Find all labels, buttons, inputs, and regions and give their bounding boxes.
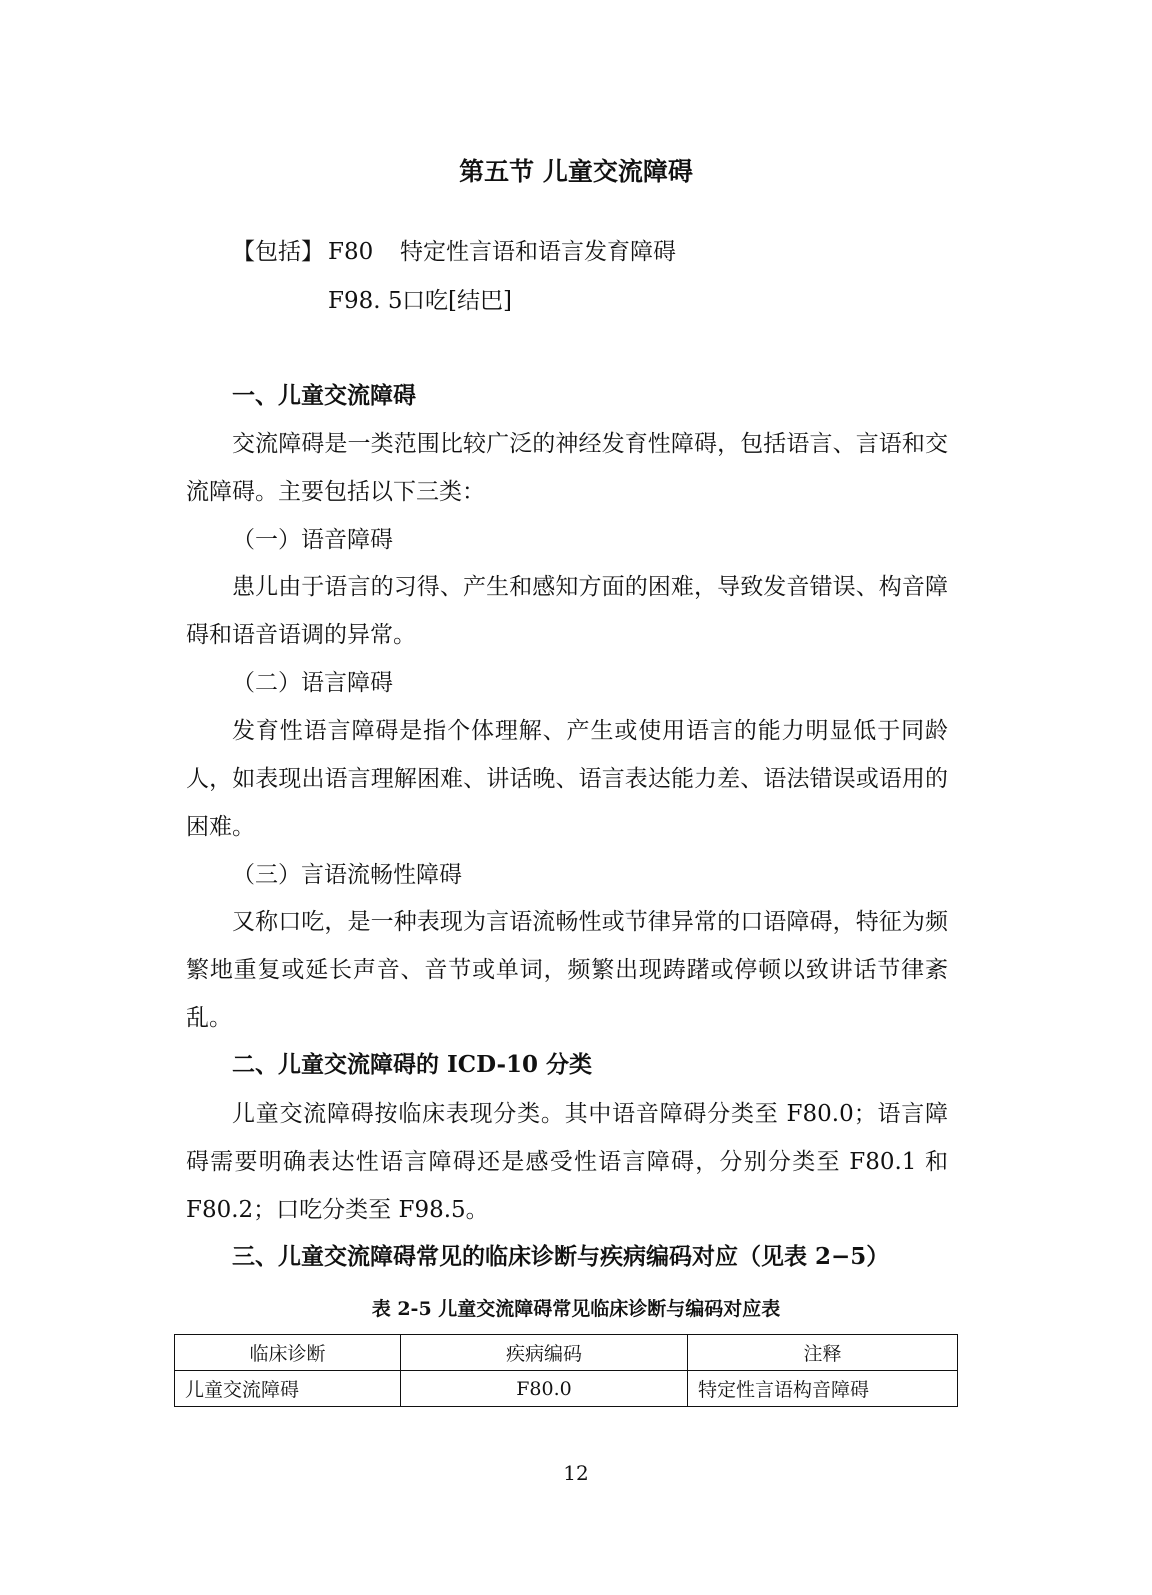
sub1-heading: （一）语音障碍: [232, 527, 393, 553]
table-row: [175, 1371, 958, 1407]
sub2-heading: （二）语言障碍: [232, 670, 393, 696]
part3-heading: 三、儿童交流障碍常见的临床诊断与疾病编码对应（见表 2−5）: [232, 1243, 890, 1270]
include-code-1: F80: [328, 239, 374, 265]
part2-text: 儿童交流障碍按临床表现分类。其中语音障碍分类至 F80.0；语言障碍需要明确表达性语言障碍还是感受性语言障碍，分别分类至 F80.1 和 F80.2；口吃分类至 F98.5。: [186, 1101, 948, 1223]
part1-heading: 一、儿童交流障碍: [232, 382, 416, 409]
cell-code: F80.0: [401, 1371, 688, 1407]
sub1-text: 患儿由于语言的习得、产生和感知方面的困难，导致发音错误、构音障碍和语音语调的异常。: [186, 574, 948, 648]
sub2-text: 发育性语言障碍是指个体理解、产生或使用语言的能力明显低于同龄人，如表现出语言理解困难、讲话晚、语言表达能力差、语法错误或语用的困难。: [186, 718, 948, 840]
sub3-heading: （三）言语流畅性障碍: [232, 862, 462, 888]
sub3-text: 又称口吃，是一种表现为言语流畅性或节律异常的口语障碍，特征为频繁地重复或延长声音、音节或单词，频繁出现踌躇或停顿以致讲话节律紊乱。: [186, 909, 948, 1031]
code-table: [174, 1334, 958, 1407]
section-title: 第五节 儿童交流障碍: [459, 157, 693, 186]
table-header-row: [175, 1335, 958, 1371]
include-code-2: F98. 5: [328, 288, 403, 314]
part2-heading: 二、儿童交流障碍的 ICD-10 分类: [232, 1051, 593, 1078]
col-header-code: 疾病编码: [401, 1335, 688, 1371]
part1-intro: 交流障碍是一类范围比较广泛的神经发育性障碍，包括语言、言语和交流障碍。主要包括以下三类：: [186, 431, 948, 505]
col-header-diagnosis: 临床诊断: [175, 1335, 401, 1371]
include-text-2: 口吃[结巴]: [402, 288, 512, 314]
include-label: 【包括】: [232, 239, 324, 265]
include-text-1: 特定性言语和语言发育障碍: [400, 239, 676, 265]
cell-note: 特定性言语构音障碍: [688, 1371, 958, 1407]
cell-diagnosis: 儿童交流障碍: [175, 1371, 401, 1407]
table-caption: 表 2-5 儿童交流障碍常见临床诊断与编码对应表: [371, 1298, 781, 1320]
col-header-note: 注释: [688, 1335, 958, 1371]
page-number: 12: [563, 1461, 589, 1485]
